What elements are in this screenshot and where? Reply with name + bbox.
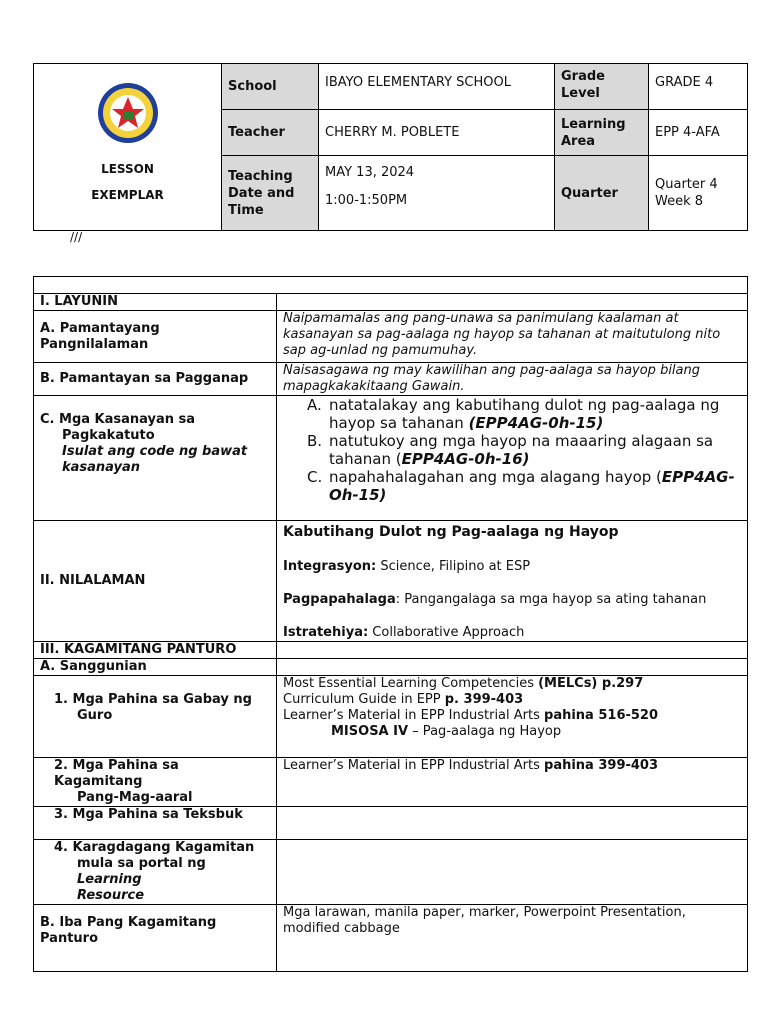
grade-level-value: GRADE 4: [649, 64, 748, 110]
learning-area-value: EPP 4-AFA: [649, 110, 748, 156]
kasanayan-list-cell: [277, 396, 748, 521]
karagdagang-kagamitan-label-cell: [34, 840, 277, 905]
istratehiya-line: Istratehiya: Collaborative Approach: [283, 625, 525, 640]
quarter-value: Quarter 4: [655, 177, 718, 192]
curriculum-guide-line: Curriculum Guide in EPP p. 399-403: [283, 692, 524, 707]
kagamitang-mag-aaral-label-1: 2. Mga Pahina sa Kagamitang: [54, 758, 179, 789]
list-item: A. natatalakay ang kabutihang dulot ng pag-aalaga ng hayop sa tahanan (EPP4AG-0h-15): [307, 396, 720, 432]
kasanayan-label-4: kasanayan: [62, 460, 141, 475]
kagamitang-mag-aaral-label-cell: [34, 758, 277, 807]
blank-top-row: [34, 277, 748, 294]
teacher-label: Teacher: [222, 110, 319, 156]
school-label: School: [222, 64, 319, 110]
school-seal-icon: [97, 82, 159, 144]
karagdagang-kagamitan-label-2: mula sa portal ng Learning: [77, 856, 206, 887]
learners-material-line: Learner’s Material in EPP Industrial Arts pahina 516-520: [283, 708, 659, 723]
logo-cell: [34, 64, 222, 231]
list-item: C. napahahalagahan ang mga alagang hayop (EPP4AG-Oh-15): [307, 468, 735, 504]
nilalaman-title: Kabutihang Dulot ng Pag-aalaga ng Hayop: [283, 524, 619, 540]
slash-marks: ///: [70, 230, 83, 244]
kagamitan-blank: [277, 642, 748, 659]
teaching-date-cell: [319, 156, 555, 231]
lesson-header-table: [33, 63, 748, 231]
list-item: B. natutukoy ang mga hayop na maaaring alagaan sa tahanan (EPP4AG-0h-16): [307, 432, 714, 468]
misosa-line: MISOSA IV – Pag-aalaga ng Hayop: [331, 724, 562, 739]
gabay-guro-label-cell: [34, 676, 277, 758]
quarter-label: Quarter: [555, 156, 649, 231]
sanggunian-blank: [277, 659, 748, 676]
teacher-value: CHERRY M. POBLETE: [319, 110, 555, 156]
kasanayan-label-2: Pagkakatuto: [62, 428, 155, 443]
kasanayan-list: [283, 396, 741, 504]
quarter-cell: [649, 156, 748, 231]
iba-pang-kagamitan-label: B. Iba Pang Kagamitang Panturo: [34, 905, 277, 972]
gabay-guro-label-2: Guro: [77, 708, 113, 723]
grade-level-label: Grade Level: [555, 64, 649, 110]
teksbuk-blank: [277, 807, 748, 840]
karagdagang-kagamitan-blank: [277, 840, 748, 905]
integrasyon-line: Integrasyon: Science, Filipino at ESP: [283, 559, 531, 574]
gabay-guro-label-1: 1. Mga Pahina sa Gabay ng: [54, 692, 252, 707]
nilalaman-cell: [277, 521, 748, 642]
karagdagang-kagamitan-label-3: Resource: [77, 888, 145, 903]
lesson-label: LESSON: [101, 162, 154, 176]
iba-pang-kagamitan-text: Mga larawan, manila paper, marker, Powerpoint Presentation, modified cabbage: [277, 905, 748, 972]
layunin-heading: I. LAYUNIN: [34, 294, 277, 311]
gabay-guro-cell: [277, 676, 748, 758]
teksbuk-label: 3. Mga Pahina sa Teksbuk: [34, 807, 277, 840]
pamantayang-pangnilalaman-text: Naipamamalas ang pang-unawa sa panimulang kaalaman at kasanayan sa pag-aalaga ng hayop sa tahanan at maitutulong nito sap ag-unlad ng pamumuhay.: [277, 311, 748, 363]
pamantayan-sa-pagganap-label: B. Pamantayan sa Pagganap: [34, 363, 277, 396]
teaching-time-value: 1:00-1:50PM: [325, 193, 408, 208]
teaching-date-value: MAY 13, 2024: [325, 165, 415, 180]
nilalaman-heading: II. NILALAMAN: [34, 521, 277, 642]
learning-area-label: Learning Area: [555, 110, 649, 156]
teaching-date-label: Teaching Date and Time: [222, 156, 319, 231]
kasanayan-label-3: Isulat ang code ng bawat: [62, 444, 248, 459]
kagamitang-mag-aaral-cell: Learner’s Material in EPP Industrial Arts pahina 399-403: [277, 758, 748, 807]
karagdagang-kagamitan-label-1: 4. Karagdagang Kagamitan: [54, 840, 255, 855]
exemplar-label: EXEMPLAR: [91, 188, 164, 202]
kasanayan-label-cell: [34, 396, 277, 521]
pagpapahalaga-line: Pagpapahalaga: Pangangalaga sa mga hayop sa ating tahanan: [283, 592, 707, 607]
sanggunian-heading: A. Sanggunian: [34, 659, 277, 676]
kagamitang-mag-aaral-label-2: Pang-Mag-aaral: [77, 790, 193, 805]
lesson-plan-table: [33, 276, 748, 972]
kasanayan-label-1: C. Mga Kasanayan sa: [40, 412, 196, 427]
kagamitan-heading: III. KAGAMITANG PANTURO: [34, 642, 277, 659]
pamantayan-sa-pagganap-text: Naisasagawa ng may kawilihan ang pag-aalaga sa hayop bilang mapagkakakitaang Gawain.: [277, 363, 748, 396]
school-value: IBAYO ELEMENTARY SCHOOL: [319, 64, 555, 110]
melc-line: Most Essential Learning Competencies (MELCs) p.297: [283, 676, 644, 691]
pamantayang-pangnilalaman-label: A. Pamantayang Pangnilalaman: [34, 311, 277, 363]
layunin-blank: [277, 294, 748, 311]
week-value: Week 8: [655, 194, 704, 209]
